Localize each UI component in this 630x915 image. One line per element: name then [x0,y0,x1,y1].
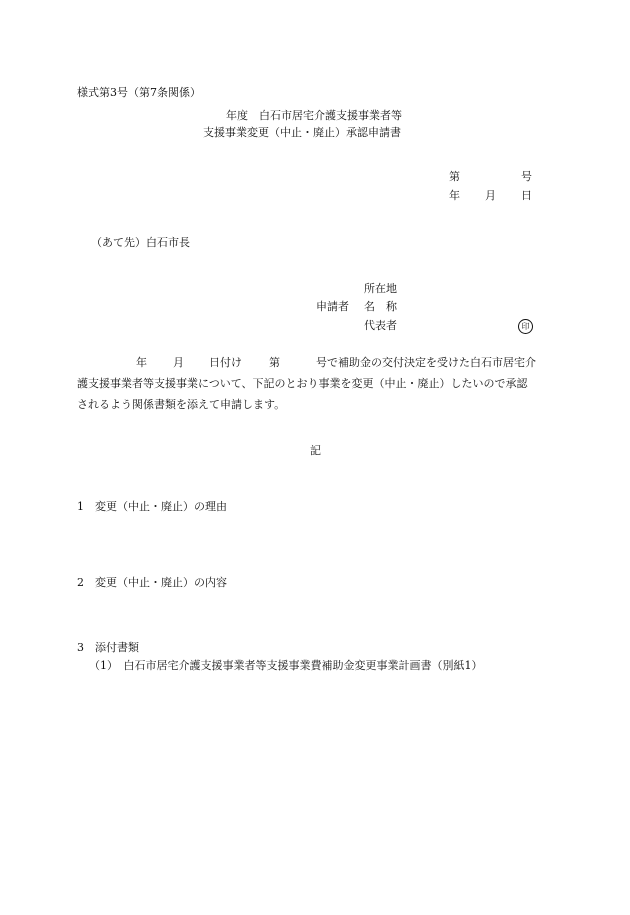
applicant-label: 申請者 [316,300,349,313]
title-line-1: 年度 白石市居宅介護支援事業者等 [226,109,402,122]
body-year: 年 [136,356,147,369]
section-3-item-1: （1） 白石市居宅介護支援事業者等支援事業費補助金変更事業計画書（別紙1） [89,659,483,672]
body-dai: 第 [269,356,280,369]
section-1-heading: 1 変更（中止・廃止）の理由 [77,500,227,513]
addressee: （あて先）白石市長 [91,236,190,249]
title-line-2: 支援事業変更（中止・廃止）承認申請書 [203,126,401,139]
form-number: 様式第3号（第7条関係） [77,86,201,99]
body-line-1-rest: 号で補助金の交付決定を受けた白石市居宅介 [316,356,536,369]
body-date: 日付け [209,356,242,369]
body-line-3: されるよう関係書類を添えて申請します。 [77,398,286,411]
body-line-2: 護支援事業者等支援事業について、下記のとおり事業を変更（中止・廃止）したいので承認 [77,377,528,390]
section-3-heading: 3 添付書類 [77,641,139,654]
ki-heading: 記 [310,444,321,457]
body-month: 月 [173,356,184,369]
number-dai: 第 [449,170,460,183]
date-day: 日 [521,189,532,202]
section-2-heading: 2 変更（中止・廃止）の内容 [77,576,227,589]
name-label: 名 称 [364,300,397,313]
number-go: 号 [521,170,532,183]
date-month: 月 [485,189,496,202]
representative-label: 代表者 [364,319,397,332]
date-year: 年 [449,189,460,202]
address-label: 所在地 [364,282,397,295]
seal-mark: 印 [518,319,533,334]
